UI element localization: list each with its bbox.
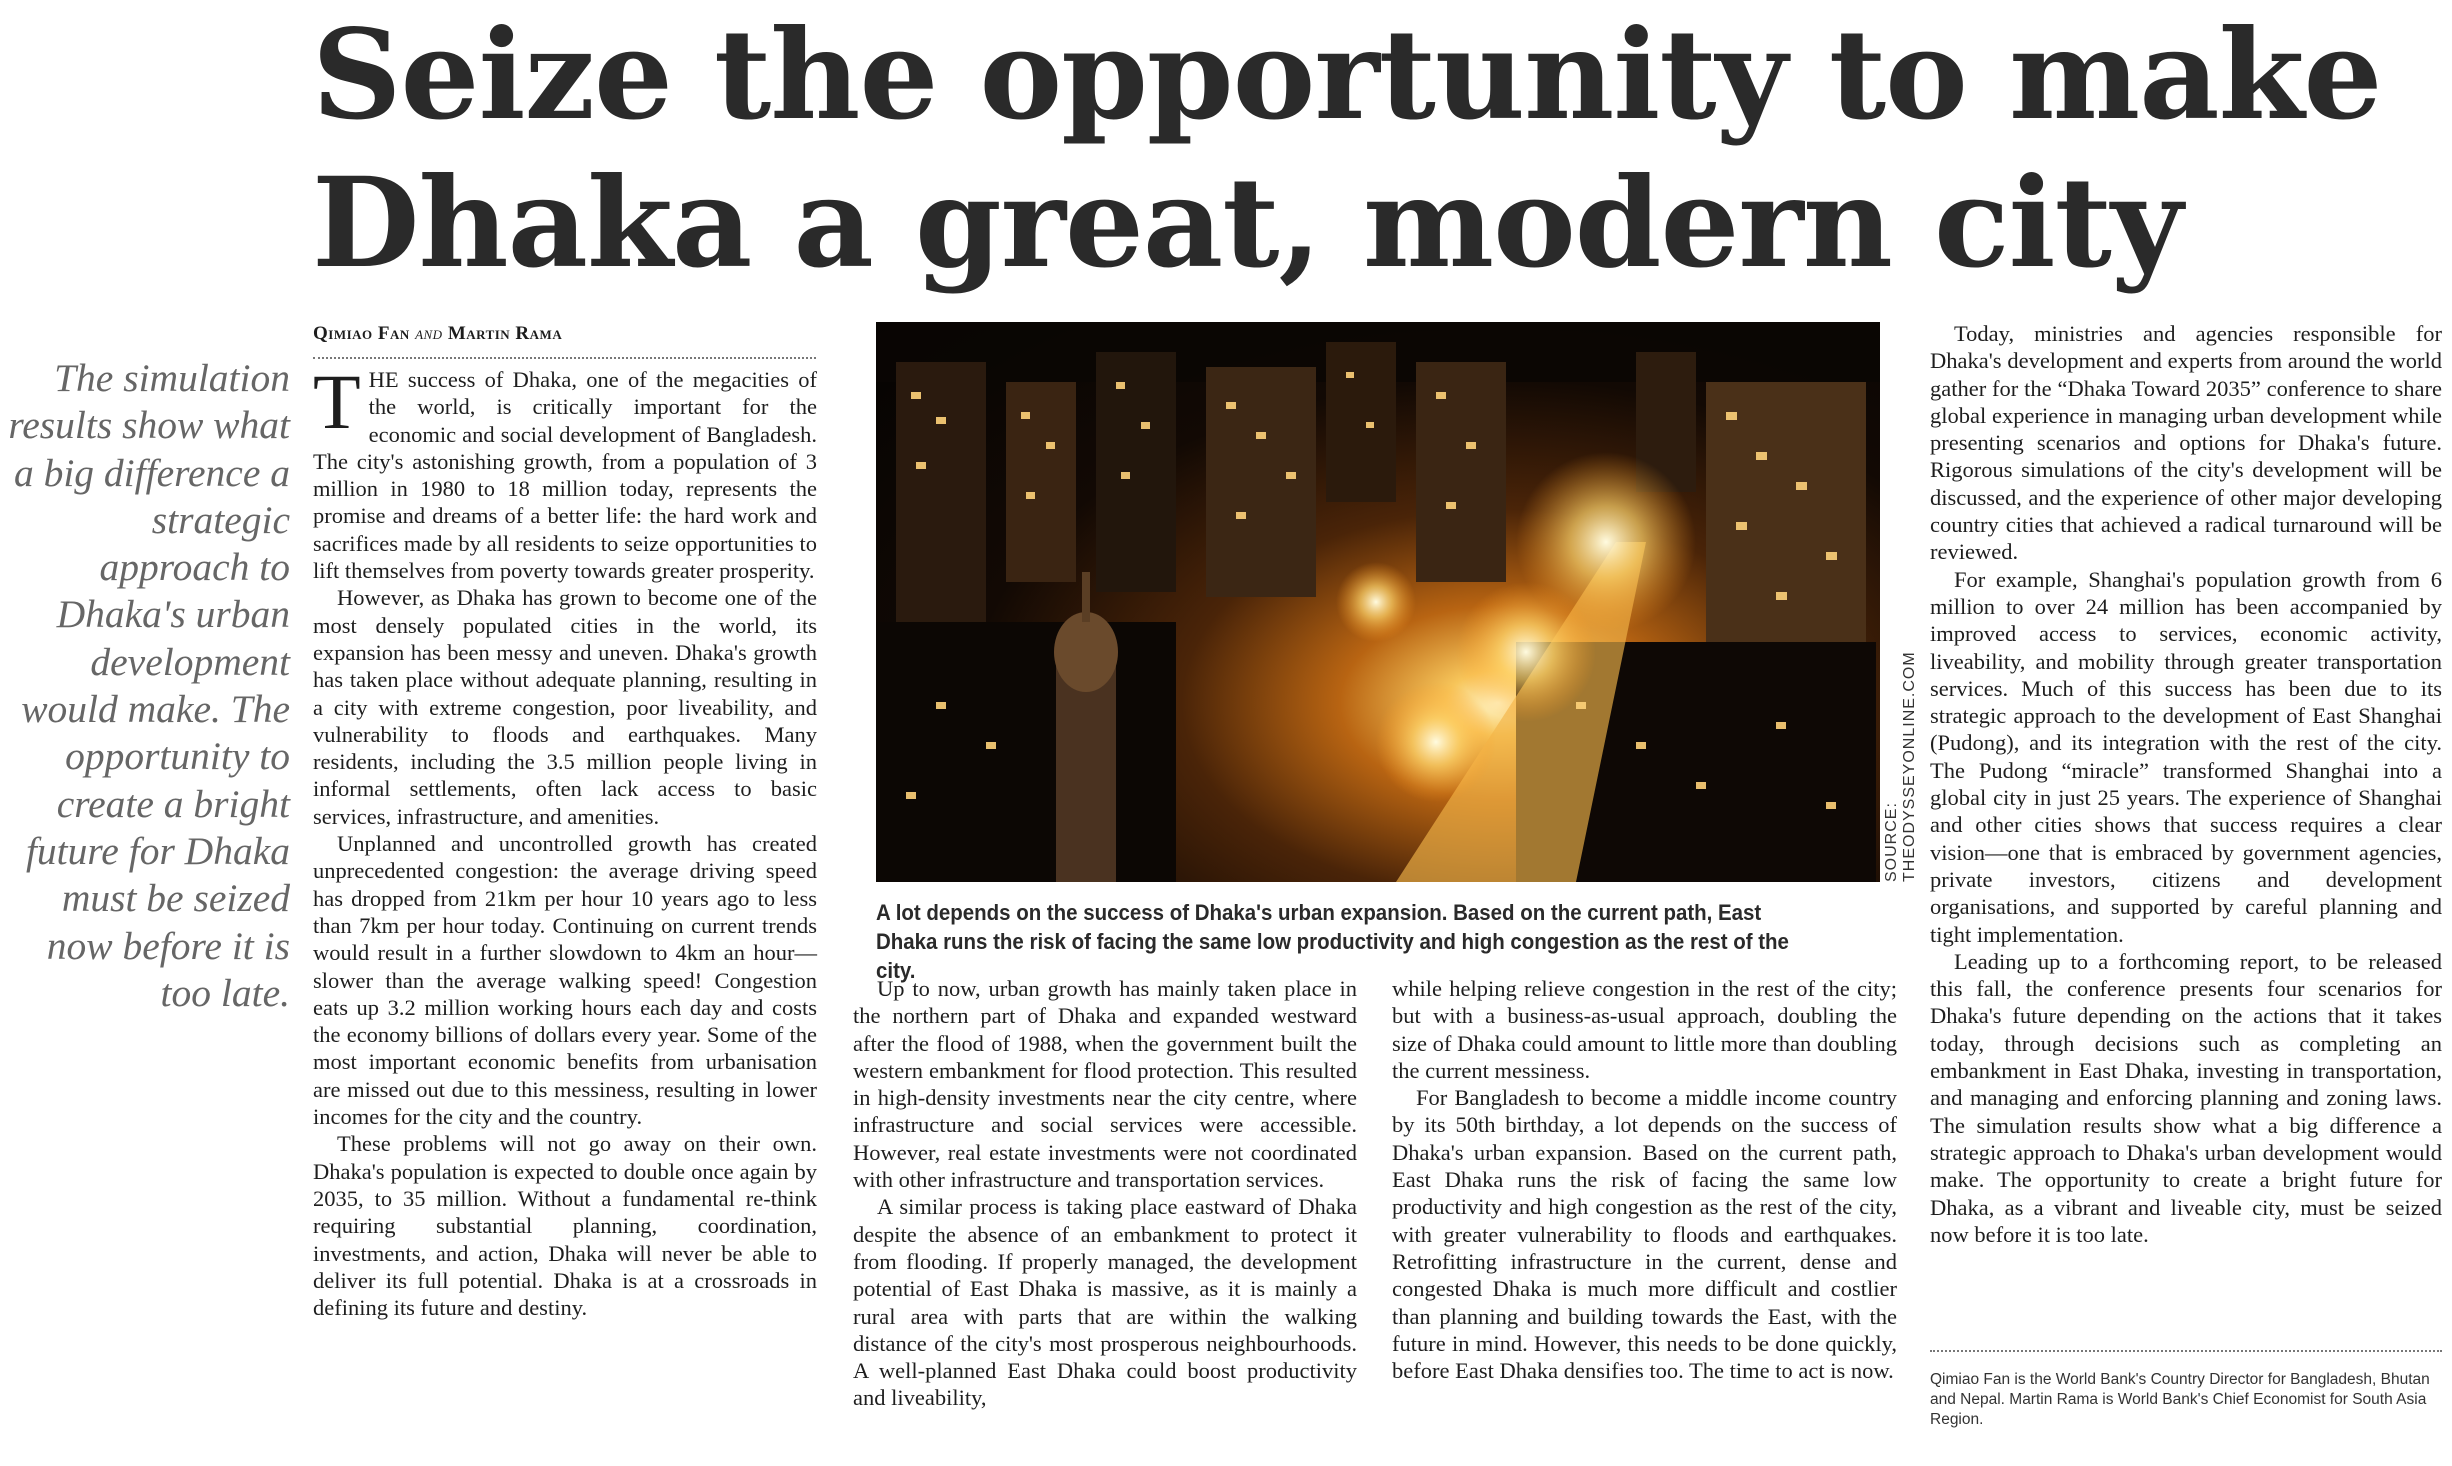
- article-paragraph-4: These problems will not go away on their own. Dhaka's population is expected to double once again by 2035, to 35 million. Without a fundamental re-think requiring substantial planning, coordination, investments, and action, Dhaka will never be able to deliver its full potential. Dhaka is at a crossroads in defining its future and destiny.: [313, 1131, 817, 1321]
- headline-line-2: Dhaka a great, modern city: [312, 151, 2182, 296]
- byline-conjunction: and: [415, 323, 443, 344]
- byline-author-2: Martin Rama: [447, 323, 563, 344]
- pull-quote: The simulation results show what a big difference a strategic approach to Dhaka's urban development would make. The opportunity to create a bright future for Dhaka must be seized now before it is too late.: [8, 356, 290, 1015]
- article-paragraph-6: A similar process is taking place eastward of Dhaka despite the absence of an embankment to protect it from flooding. If properly managed, the development potential of East Dhaka is massive, as it is mainly a rural area with parts that are within the walking distance of the city's most prosperous neighbourhoods. A well-planned East Dhaka could boost productivity and liveability,: [853, 1194, 1357, 1411]
- headline-line-1: Seize the opportunity to make: [312, 3, 2382, 148]
- article-paragraph-1: [313, 358, 817, 584]
- headline: [312, 2, 2382, 298]
- article-column-2: [853, 975, 1357, 1412]
- article-column-1: [313, 358, 817, 1321]
- article-column-3: [1392, 975, 1897, 1384]
- byline-author-1: Qimiao Fan: [313, 323, 410, 344]
- photo-source-credit: SOURCE: THEODYSSEYONLINE.COM: [1883, 651, 1918, 882]
- article-paragraph-5: Up to now, urban growth has mainly taken place in the northern part of Dhaka and expanded westward after the flood of 1988, when the government built the western embankment for flood protection. This resulted in high-density investments near the city centre, where infrastructure and social services were accessible. However, real estate investments were not coordinated with other infrastructure and transportation services.: [853, 976, 1357, 1193]
- photo-caption: A lot depends on the success of Dhaka's urban expansion. Based on the current path, East Dhaka runs the risk of facing the same low productivity and high congestion as the rest of the city.: [876, 900, 1789, 983]
- article-paragraph-10: For example, Shanghai's population growth from 6 million to over 24 million has been accompanied by improved access to services, economic activity, liveability, and mobility through greater transportation services. Much of this success has been due to its strategic approach to the development of East Shanghai (Pudong), and its integration with the rest of the city. The Pudong “miracle” transformed Shanghai into a global city in just 25 years. The experience of Shanghai and other cities shows that success requires a clear vision—one that is embraced by government agencies, private investors, citizens and development organisations, and supported by careful planning and tight implementation.: [1930, 566, 2442, 947]
- article-paragraph-1-text: HE success of Dhaka, one of the megacities of the world, is critically important for the economic and social development of Bangladesh. The city's astonishing growth, from a population of 3 million in 1980 to 18 million today, represents the promise and dreams of a better life: the hard work and sacrifices made by all residents to seize opportunities to lift themselves from poverty towards greater prosperity.: [313, 367, 817, 584]
- city-skyline-illustration: [876, 322, 1880, 882]
- article-paragraph-3: Unplanned and uncontrolled growth has created unprecedented congestion: the average driving speed has dropped from 21km per hour 10 years ago to less than 7km per hour today. Continuing on current trends would result in a further slowdown to 4km an hour—slower than the average walking speed! Congestion eats up 3.2 million working hours each day and costs the economy billions of dollars every year. Some of the most important economic benefits from urbanisation are missed out due to this messiness, resulting in lower incomes for the city and the country.: [313, 831, 817, 1130]
- article-paragraph-8: For Bangladesh to become a middle income country by its 50th birthday, a lot depends on the success of Dhaka's urban expansion. Based on the current path, East Dhaka runs the risk of facing the same low productivity and high congestion as the rest of the city, with greater vulnerability to floods and earthquakes. Retrofitting infrastructure in the current, dense and congested Dhaka is much more difficult and costlier than planning and building towards the East, with the future in mind. However, this needs to be done quickly, before East Dhaka densifies too. The time to act is now.: [1392, 1085, 1897, 1384]
- byline: [313, 323, 816, 359]
- author-bio: Qimiao Fan is the World Bank's Country Director for Bangladesh, Bhutan and Nepal. Martin Rama is World Bank's Chief Economist for South Asia Region.: [1930, 1350, 2442, 1430]
- article-paragraph-2: However, as Dhaka has grown to become one of the most densely populated cities in the world, its expansion has been messy and uneven. Dhaka's growth has taken place without adequate planning, resulting in a city with extreme congestion, poor liveability, and vulnerability to floods and earthquakes. Many residents, including the 3.5 million people living in informal settlements, often lack access to basic services, infrastructure, and amenities.: [313, 585, 817, 829]
- article-column-4: [1930, 320, 2442, 1248]
- article-paragraph-11: Leading up to a forthcoming report, to be released this fall, the conference presents four scenarios for Dhaka's future depending on the actions that it takes today, through decisions such as completing an embankment in East Dhaka, investing in transportation, and managing and enforcing planning and zoning laws. The simulation results show what a big difference a strategic approach to Dhaka's urban development would make. The opportunity to create a bright future for Dhaka, as a vibrant and liveable city, must be seized now before it is too late.: [1930, 948, 2442, 1247]
- article-paragraph-7: while helping relieve congestion in the rest of the city; but with a business-as-usual approach, doubling the size of Dhaka could amount to little more than doubling the current messiness.: [1392, 976, 1897, 1083]
- dhaka-night-photo: [876, 322, 1880, 882]
- article-paragraph-9: Today, ministries and agencies responsible for Dhaka's development and experts from around the world gather for the “Dhaka Toward 2035” conference to share global experience in managing urban development while presenting scenarios and options for Dhaka's future. Rigorous simulations of the city's development will be discussed, and the experience of other major developing country cities that achieved a radical turnaround will be reviewed.: [1930, 321, 2442, 565]
- drop-cap: T: [313, 358, 361, 445]
